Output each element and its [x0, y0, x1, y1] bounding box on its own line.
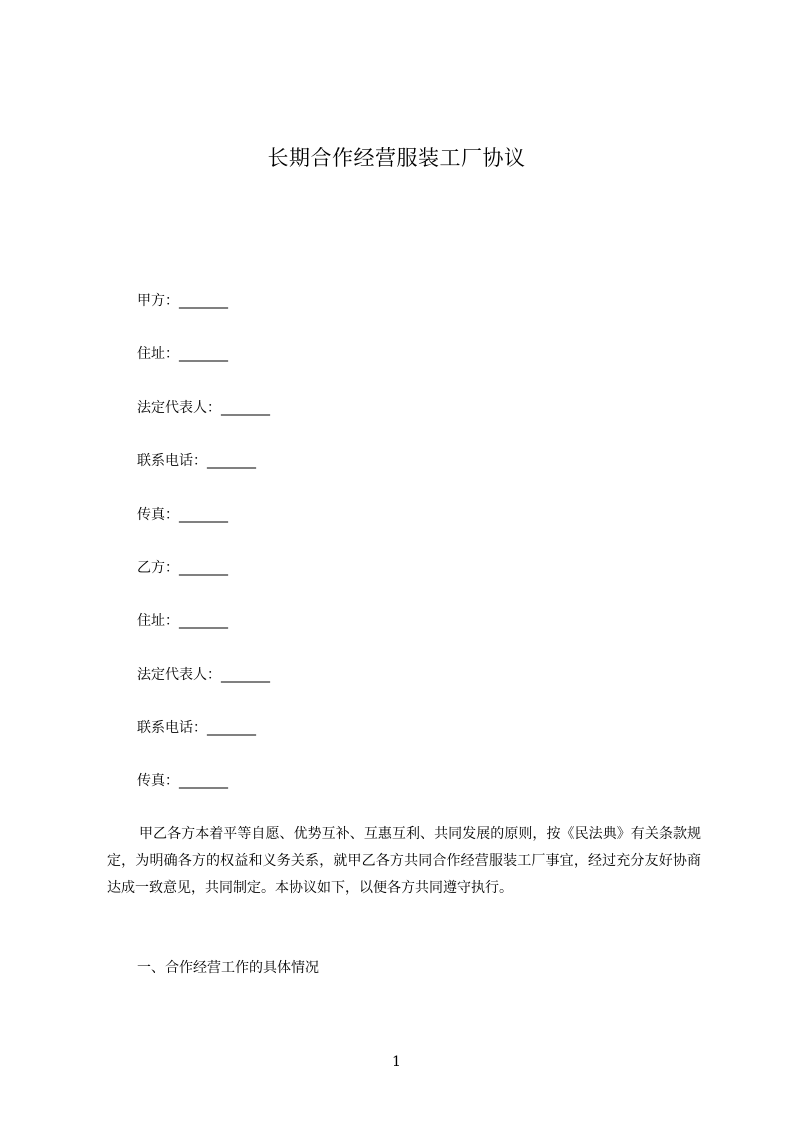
- party-b-name-blank: _______: [179, 560, 228, 576]
- party-a-legal-rep-blank: _______: [221, 400, 270, 416]
- party-a-fax-label: 传真：: [137, 507, 179, 523]
- party-b-legal-rep-label: 法定代表人：: [137, 667, 221, 683]
- party-a-legal-rep-label: 法定代表人：: [137, 400, 221, 416]
- party-a-phone-blank: _______: [207, 453, 256, 469]
- party-b-phone-label: 联系电话：: [137, 720, 207, 736]
- party-b-fax-field: [137, 771, 228, 791]
- party-a-name-label: 甲方：: [137, 293, 179, 309]
- party-b-phone-field: [137, 718, 256, 738]
- party-a-name-blank: _______: [179, 293, 228, 309]
- party-a-phone-label: 联系电话：: [137, 453, 207, 469]
- party-b-name-field: [137, 558, 228, 578]
- party-a-phone-field: [137, 451, 256, 471]
- page-number: 1: [392, 1054, 401, 1070]
- party-b-legal-rep-field: [137, 665, 270, 685]
- party-b-address-label: 住址：: [137, 613, 179, 629]
- party-b-phone-blank: _______: [207, 720, 256, 736]
- party-a-address-field: [137, 344, 228, 364]
- party-b-address-field: [137, 611, 228, 631]
- party-b-fax-blank: _______: [179, 773, 228, 789]
- party-b-address-blank: _______: [179, 613, 228, 629]
- party-a-address-label: 住址：: [137, 346, 179, 362]
- party-a-legal-rep-field: [137, 398, 270, 418]
- preamble-paragraph: 甲乙各方本着平等自愿、优势互补、互惠互利、共同发展的原则，按《民法典》有关条款规定，为明确各方的权益和义务关系，就甲乙各方共同合作经营服装工厂事宜，经过充分友好协商达成一致意见，共同制定。本协议如下，以便各方共同遵守执行。: [107, 826, 701, 896]
- party-a-fax-field: [137, 505, 228, 525]
- party-a-name-field: [137, 291, 228, 311]
- party-a-fax-blank: _______: [179, 507, 228, 523]
- party-b-fax-label: 传真：: [137, 773, 179, 789]
- document-title: 长期合作经营服装工厂协议: [267, 146, 526, 170]
- party-b-legal-rep-blank: _______: [221, 667, 270, 683]
- party-b-name-label: 乙方：: [137, 560, 179, 576]
- section-heading: 一、合作经营工作的具体情况: [137, 960, 319, 976]
- party-a-address-blank: _______: [179, 346, 228, 362]
